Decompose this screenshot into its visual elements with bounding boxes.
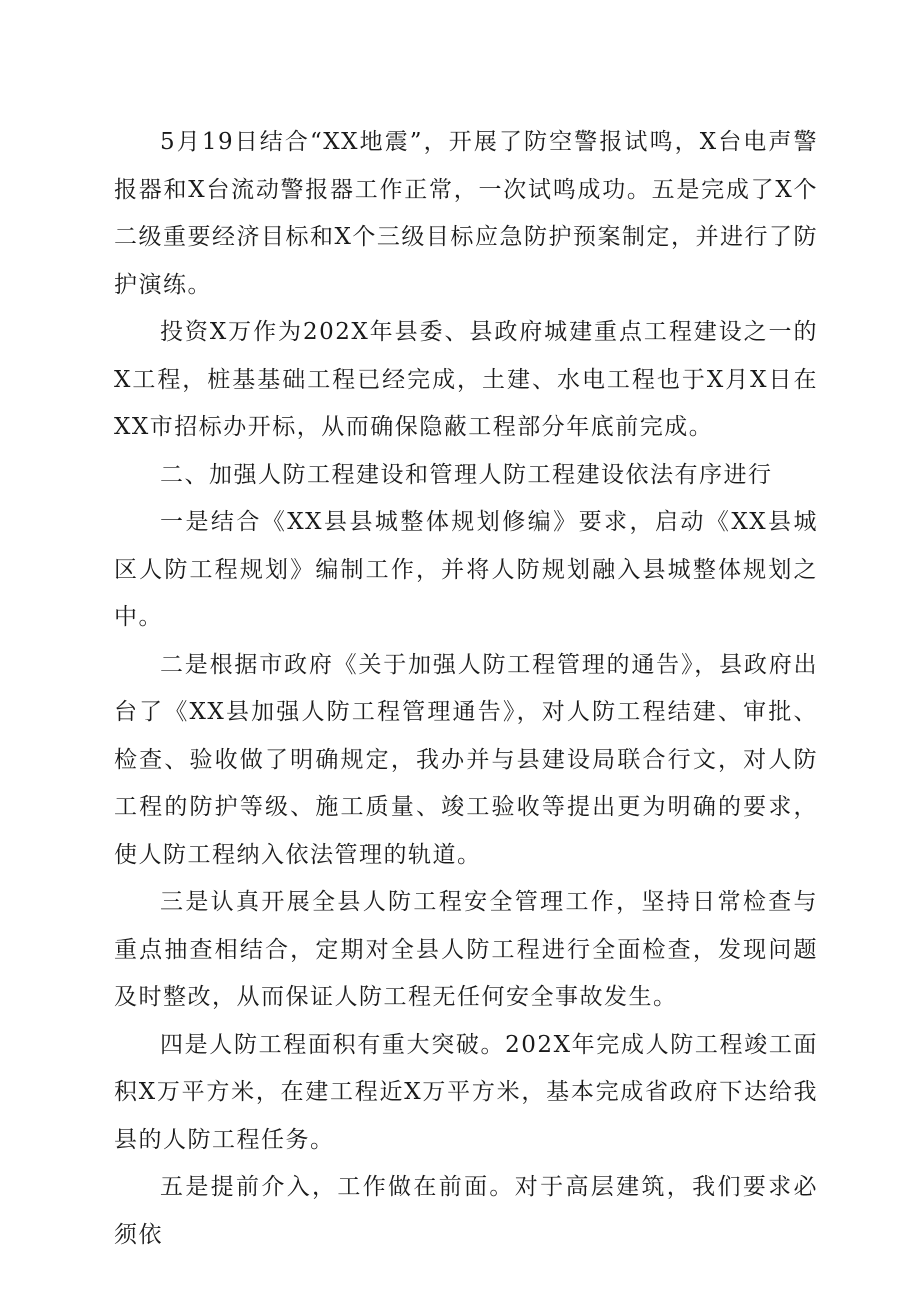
section-heading: 二、加强人防工程建设和管理人防工程建设依法有序进行 bbox=[160, 461, 773, 488]
document-body bbox=[114, 119, 818, 1259]
paragraph-item-one: 一是结合《XX县县城整体规划修编》要求，启动《XX县城区人防工程规划》编制工作，并将人防规划融入县城整体规划之中。 bbox=[114, 509, 818, 630]
paragraph-item-four: 四是人防工程面积有重大突破。202X年完成人防工程竣工面积X万平方米，在建工程近X万平方米，基本完成省政府下达给我县的人防工程任务。 bbox=[114, 1031, 818, 1153]
paragraph-investment: 投资X万作为202X年县委、县政府城建重点工程建设之一的X工程，桩基基础工程已经完成，土建、水电工程也于X月X日在XX市招标办开标，从而确保隐蔽工程部分年底前完成。 bbox=[114, 319, 818, 440]
paragraph-drill-report: 5月19日结合“XX地震”，开展了防空警报试鸣，X台电声警报器和X台流动警报器工作正常，一次试鸣成功。五是完成了X个二级重要经济目标和X个三级目标应急防护预案制定，并进行了防护演练。 bbox=[114, 129, 818, 298]
paragraph-item-three: 三是认真开展全县人防工程安全管理工作，坚持日常检查与重点抽查相结合，定期对全县人防工程进行全面检查，发现问题及时整改，从而保证人防工程无任何安全事故发生。 bbox=[114, 889, 818, 1010]
paragraph-item-two: 二是根据市政府《关于加强人防工程管理的通告》，县政府出台了《XX县加强人防工程管理通告》，对人防工程结建、审批、检查、验收做了明确规定，我办并与县建设局联合行文，对人防工程的防护等级、施工质量、竣工验收等提出更为明确的要求，使人防工程纳入依法管理的轨道。 bbox=[114, 651, 818, 868]
paragraph-item-five: 五是提前介入，工作做在前面。对于高层建筑，我们要求必须依 bbox=[114, 1174, 818, 1248]
